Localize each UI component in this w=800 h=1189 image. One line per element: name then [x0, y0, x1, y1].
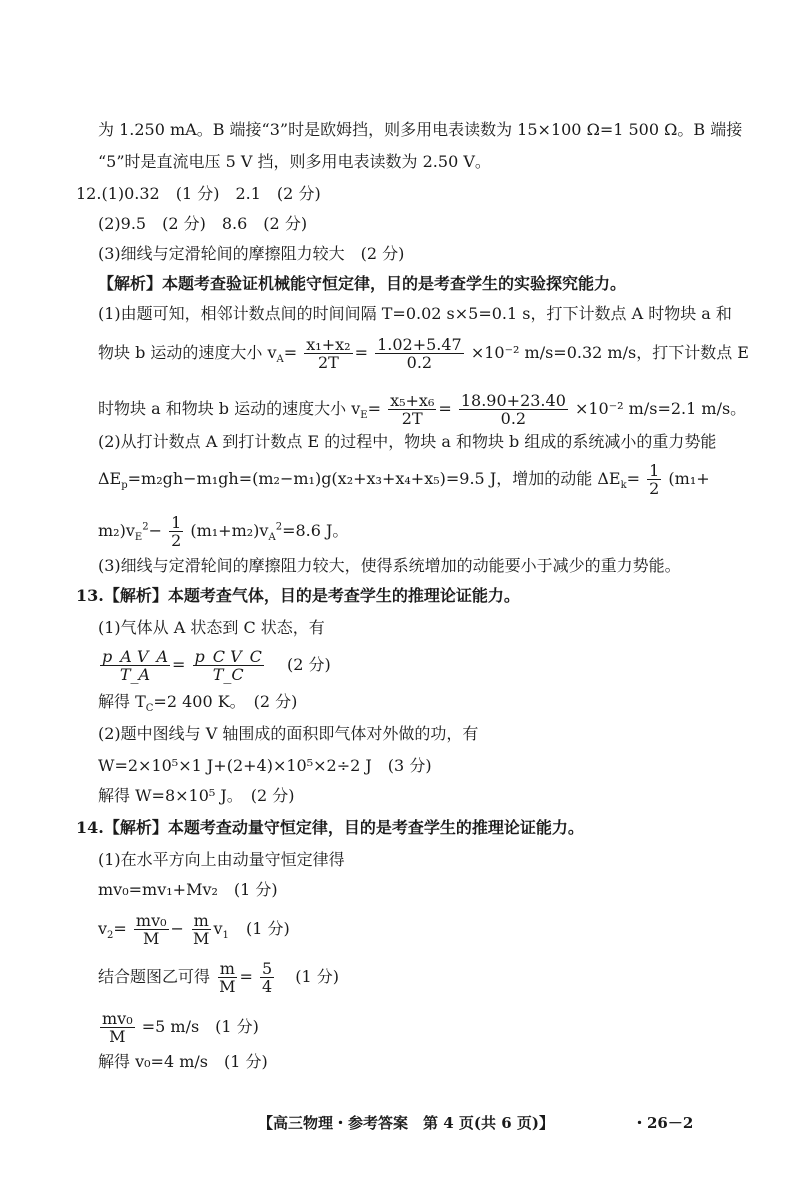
analysis-13-line: 解得 W=8×10⁵ J。 (2 分)	[98, 786, 295, 805]
answer-12-2: (2)9.5 (2 分) 8.6 (2 分)	[98, 214, 308, 233]
text-line: 为 1.250 mA。B 端接“3”时是欧姆挡，则多用电表读数为 15×100 Ω=1 500 Ω。B 端接	[98, 120, 743, 139]
fraction: $\frac{\text{p\_C V\_C}}{T\_C}$	[194, 647, 262, 684]
analysis-13-line: W=2×10⁵×1 J+(2+4)×10⁵×2÷2 J (3 分)	[98, 756, 432, 775]
fraction: $\frac{\text{x₅+x₆}}{2T}$	[390, 391, 435, 428]
gas-equation: $\frac{\text{p\_A V\_A}}{T\_A}$ = $\frac{\text{p\_C V\_C}}{T\_C}$ (2 分)	[102, 647, 331, 684]
fraction: $\frac{1.02+5.47}{0.2}$	[377, 335, 462, 372]
analysis-12-line: (1)由题可知，相邻计数点间的时间间隔 T=0.02 s×5=0.1 s，打下计数点 A 时物块 a 和	[98, 304, 732, 323]
analysis-12-energy-line-2: $m_2)v_E^2-$ $\frac{1}{2}$ $(m_1+m_2)v_A^2=8.6$ J。	[98, 513, 349, 550]
fraction: $\frac{\text{x₁+x₂}}{2T}$	[306, 335, 351, 372]
analysis-14-heading: 14.【解析】本题考查动量守恒定律，目的是考查学生的推理论证能力。	[76, 818, 584, 837]
analysis-14-line: (1)在水平方向上由动量守恒定律得	[98, 850, 345, 869]
analysis-12-heading: 【解析】本题考查验证机械能守恒定律，目的是考查学生的实验探究能力。	[98, 274, 627, 293]
analysis-13-line: (2)题中图线与 V 轴围成的面积即气体对外做的功，有	[98, 724, 479, 743]
analysis-14-line: 解得 v₀=4 m/s (1 分)	[98, 1052, 268, 1071]
ratio-equation: 结合题图乙可得 $\frac{m}{M}$ = $\frac{5}{4}$ (1 分)	[98, 959, 340, 996]
fraction: $\frac{m}{M}$	[219, 959, 236, 996]
analysis-12-ve-line: 时物块 a 和物块 b 运动的速度大小 $v_E=$ $\frac{\text{x₅+x₆}}{2T}$ = $\frac{18.90+23.40}{0.2}$ ×10⁻² m/s=2.1 m/s。	[98, 391, 747, 428]
fraction: $\frac{\text{mv₀}}{M}$	[102, 1009, 133, 1046]
page-footer: 【高三物理・参考答案 第 4 页(共 6 页)】	[258, 1114, 554, 1132]
fraction: $\frac{1}{2}$	[649, 461, 660, 498]
analysis-12-line: (2)从打计数点 A 到打计数点 E 的过程中，物块 a 和物块 b 组成的系统减小的重力势能	[98, 432, 717, 451]
answer-12-1: 12.(1)0.32 (1 分) 2.1 (2 分)	[76, 184, 321, 203]
analysis-12-energy-line: $\Delta E_p=m_2gh-m_1gh=(m_2-m_1)g(x_2+x_3+x_4+x_5)=9.5$ J，增加的动能 $\Delta E_k=$ $\frac{1}{2}$ (m₁+	[98, 461, 710, 498]
fraction: $\frac{m}{M}$	[193, 911, 210, 948]
analysis-12-line: (3)细线与定滑轮间的摩擦阻力较大，使得系统增加的动能要小于减少的重力势能。	[98, 556, 681, 575]
fraction: $\frac{5}{4}$	[262, 959, 273, 996]
v2-equation: $v_2=$ $\frac{\text{mv₀}}{M}$ − $\frac{m}{M}$ $v_1$ (1 分)	[98, 911, 290, 948]
analysis-13-line: (1)气体从 A 状态到 C 状态，有	[98, 618, 325, 637]
analysis-14-line: mv₀=mv₁+Mv₂ (1 分)	[98, 880, 278, 899]
fraction: $\frac{1}{2}$	[171, 513, 182, 550]
analysis-13-heading: 13.【解析】本题考查气体，目的是考查学生的推理论证能力。	[76, 586, 520, 605]
text-line: “5”时是直流电压 5 V 挡，则多用电表读数为 2.50 V。	[98, 152, 491, 171]
fraction: $\frac{\text{mv₀}}{M}$	[135, 911, 167, 948]
mv0-equation: $\frac{\text{mv₀}}{M}$ =5 m/s (1 分)	[102, 1009, 259, 1046]
answer-12-3: (3)细线与定滑轮间的摩擦阻力较大 (2 分)	[98, 244, 405, 263]
fraction: $\frac{18.90+23.40}{0.2}$	[460, 391, 566, 428]
page-code: ・26－2	[632, 1114, 694, 1132]
analysis-12-va-line: 物块 b 运动的速度大小 $v_A=$ $\frac{\text{x₁+x₂}}{2T}$ = $\frac{1.02+5.47}{0.2}$ ×10⁻² m/s=0.32 m/s，打下计数点 E	[98, 335, 749, 372]
analysis-13-result: 解得 $T_C=2$ 400 K。 (2 分)	[98, 692, 298, 715]
fraction: $\frac{\text{p\_A V\_A}}{T\_A}$	[102, 647, 168, 684]
